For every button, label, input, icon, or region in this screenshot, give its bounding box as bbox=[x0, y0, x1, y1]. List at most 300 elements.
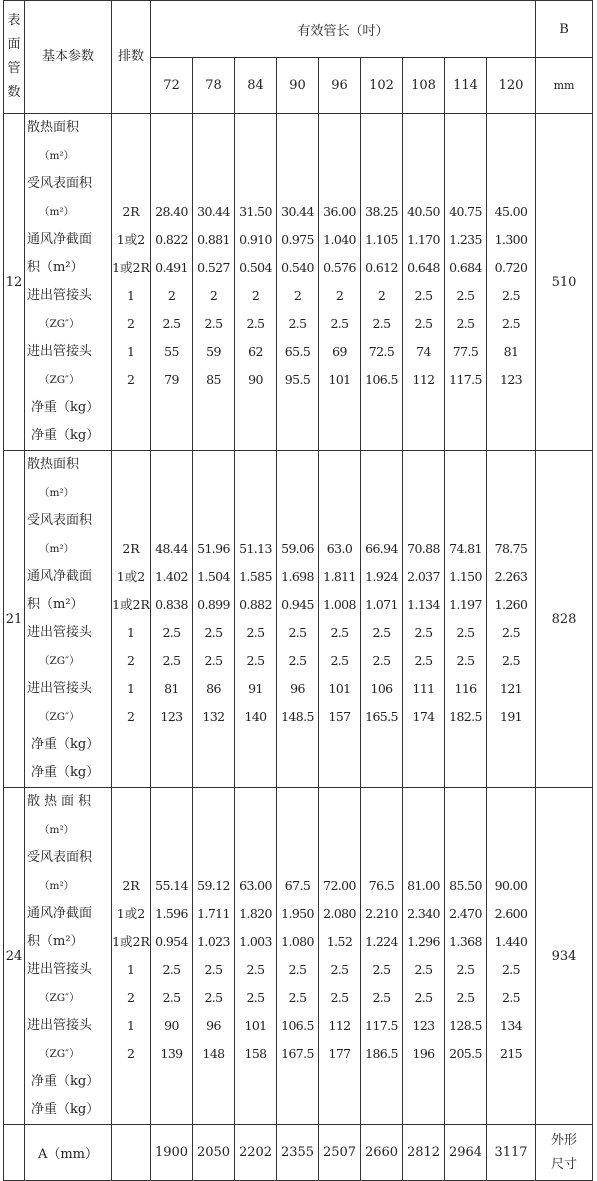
table-cell: 2.5 bbox=[330, 653, 349, 668]
table-cell: 2.5 bbox=[372, 990, 391, 1005]
table-cell: 2.340 bbox=[407, 906, 440, 921]
param-label: 散热面积 bbox=[27, 120, 80, 135]
table-cell: 2.5 bbox=[288, 625, 307, 640]
table-cell: 28.40 bbox=[155, 204, 188, 219]
param-label: 净重（kg） bbox=[31, 428, 100, 443]
row-count: 1或2R bbox=[112, 597, 150, 612]
table-cell: 2.263 bbox=[494, 569, 528, 584]
table-cell: 112 bbox=[328, 1018, 351, 1033]
footer-label: A（mm） bbox=[25, 1125, 112, 1181]
value-column bbox=[151, 788, 193, 1125]
footer-value: 2355 bbox=[277, 1125, 319, 1181]
table-cell: 2.5 bbox=[330, 962, 349, 977]
section-0 bbox=[4, 114, 593, 451]
table-cell: 78.75 bbox=[494, 541, 528, 556]
footer-note-line: 外形 bbox=[550, 1132, 577, 1148]
table-cell: 132 bbox=[202, 709, 225, 724]
table-cell: 116 bbox=[454, 681, 477, 696]
table-cell: 70.88 bbox=[407, 541, 440, 556]
table-cell: 59 bbox=[206, 344, 221, 359]
table-cell: 2 bbox=[167, 288, 176, 303]
table-cell: 2.5 bbox=[204, 962, 223, 977]
param-label: 净重（kg） bbox=[31, 737, 100, 752]
table-cell: 2.5 bbox=[456, 653, 475, 668]
table-cell: 2.5 bbox=[162, 990, 181, 1005]
table-cell: 38.25 bbox=[365, 204, 398, 219]
value-column bbox=[319, 114, 361, 451]
table-cell: 1.596 bbox=[155, 906, 188, 921]
header-length-8: 120 bbox=[487, 58, 536, 114]
table-cell: 123 bbox=[160, 709, 183, 724]
table-cell: 0.975 bbox=[281, 232, 314, 247]
param-label: 散热面积 bbox=[27, 794, 96, 809]
table-cell: 2.5 bbox=[162, 962, 181, 977]
table-cell: 101 bbox=[328, 372, 351, 387]
table-cell: 157 bbox=[328, 709, 351, 724]
table-cell: 0.899 bbox=[197, 597, 230, 612]
table-cell: 0.720 bbox=[494, 260, 528, 275]
table-cell: 2.5 bbox=[204, 625, 223, 640]
table-cell: 2.5 bbox=[414, 653, 433, 668]
table-cell: 205.5 bbox=[449, 1046, 482, 1061]
table-cell: 65.5 bbox=[284, 344, 311, 359]
table-cell: 2.5 bbox=[456, 316, 475, 331]
param-label: 净重（kg） bbox=[31, 765, 100, 780]
table-cell: 63.00 bbox=[239, 878, 272, 893]
param-label: （ZG″） bbox=[39, 711, 80, 723]
param-label: 进出管接头 bbox=[27, 681, 93, 696]
table-cell: 2.5 bbox=[162, 316, 181, 331]
value-column bbox=[319, 451, 361, 788]
table-cell: 2 bbox=[251, 288, 260, 303]
table-cell: 2.5 bbox=[414, 316, 433, 331]
table-cell: 59.12 bbox=[197, 878, 230, 893]
table-cell: 2.5 bbox=[330, 316, 349, 331]
value-column bbox=[151, 114, 193, 451]
table-cell: 117.5 bbox=[365, 1018, 398, 1033]
table-cell: 1.300 bbox=[494, 232, 528, 247]
param-label: 进出管接头 bbox=[27, 962, 93, 977]
table-cell: 72.5 bbox=[368, 344, 395, 359]
table-cell: 48.44 bbox=[155, 541, 188, 556]
param-label: （m²） bbox=[39, 543, 75, 555]
table-cell: 81 bbox=[164, 681, 179, 696]
header-length-5: 102 bbox=[361, 58, 403, 114]
header-length-6: 108 bbox=[403, 58, 445, 114]
param-label: （m²） bbox=[39, 150, 75, 162]
table-cell: 167.5 bbox=[281, 1046, 314, 1061]
table-cell: 1.197 bbox=[449, 597, 482, 612]
value-column bbox=[445, 788, 487, 1125]
tube-count: 21 bbox=[4, 451, 25, 788]
table-cell: 101 bbox=[328, 681, 351, 696]
row-count: 1 bbox=[127, 288, 135, 303]
param-label: （ZG″） bbox=[39, 318, 80, 330]
param-label: （ZG″） bbox=[39, 655, 80, 667]
value-column bbox=[193, 451, 235, 788]
table-cell: 177 bbox=[328, 1046, 351, 1061]
table-cell: 45.00 bbox=[494, 204, 528, 219]
table-cell: 0.527 bbox=[197, 260, 230, 275]
value-column bbox=[151, 451, 193, 788]
param-label: 积（m²） bbox=[27, 260, 84, 275]
table-cell: 2.470 bbox=[449, 906, 482, 921]
table-cell: 36.00 bbox=[323, 204, 356, 219]
param-label: （m²） bbox=[39, 487, 75, 499]
table-cell: 96 bbox=[290, 681, 305, 696]
value-column bbox=[193, 788, 235, 1125]
header-length-2: 84 bbox=[235, 58, 277, 114]
table-cell: 139 bbox=[160, 1046, 183, 1061]
table-cell: 62 bbox=[248, 344, 263, 359]
table-cell: 1.811 bbox=[323, 569, 356, 584]
spec-table bbox=[3, 0, 593, 1181]
param-label: 净重（kg） bbox=[31, 400, 100, 415]
table-cell: 1.023 bbox=[197, 934, 230, 949]
value-column bbox=[193, 114, 235, 451]
footer-value: 2660 bbox=[361, 1125, 403, 1181]
row-count: 2 bbox=[127, 709, 135, 724]
table-cell: 1.820 bbox=[239, 906, 272, 921]
table-cell: 0.648 bbox=[407, 260, 440, 275]
row-count: 2 bbox=[127, 990, 135, 1005]
row-count: 1 bbox=[127, 681, 135, 696]
table-cell: 2 bbox=[209, 288, 218, 303]
table-cell: 40.50 bbox=[407, 204, 440, 219]
table-cell: 72.00 bbox=[323, 878, 356, 893]
param-labels bbox=[25, 451, 112, 788]
table-cell: 59.06 bbox=[281, 541, 314, 556]
table-cell: 123 bbox=[499, 372, 523, 387]
header-basic-params: 基本参数 bbox=[25, 1, 112, 114]
table-cell: 91 bbox=[248, 681, 263, 696]
footer-row bbox=[4, 1125, 593, 1181]
table-cell: 1.080 bbox=[281, 934, 314, 949]
section-2 bbox=[4, 788, 593, 1125]
param-labels bbox=[25, 114, 112, 451]
table-cell: 2.5 bbox=[372, 316, 391, 331]
table-cell: 2.5 bbox=[162, 653, 181, 668]
table-cell: 2.5 bbox=[204, 316, 223, 331]
table-cell: 2.210 bbox=[365, 906, 398, 921]
value-column bbox=[361, 788, 403, 1125]
value-column bbox=[361, 451, 403, 788]
table-cell: 2.600 bbox=[494, 906, 528, 921]
footer-blank bbox=[112, 1125, 151, 1181]
table-cell: 1.402 bbox=[155, 569, 188, 584]
table-cell: 81 bbox=[503, 344, 519, 359]
table-cell: 2.5 bbox=[246, 625, 265, 640]
table-cell: 2.5 bbox=[330, 990, 349, 1005]
b-value: 934 bbox=[536, 788, 593, 1125]
row-count: 1或2R bbox=[112, 260, 150, 275]
row-count: 2R bbox=[122, 541, 140, 556]
table-cell: 111 bbox=[412, 681, 435, 696]
value-column bbox=[277, 451, 319, 788]
row-count-cell bbox=[112, 451, 151, 788]
table-cell: 1.150 bbox=[449, 569, 482, 584]
table-cell: 2.5 bbox=[414, 288, 433, 303]
param-label: 受风表面积 bbox=[27, 176, 93, 191]
table-cell: 158 bbox=[244, 1046, 267, 1061]
param-label: 散热面积 bbox=[27, 457, 80, 472]
table-cell: 2.5 bbox=[501, 288, 521, 303]
param-label: （m²） bbox=[39, 880, 75, 892]
param-label: （ZG″） bbox=[39, 1048, 80, 1060]
table-cell: 128.5 bbox=[449, 1018, 482, 1033]
param-label: 受风表面积 bbox=[27, 850, 93, 865]
table-cell: 0.540 bbox=[281, 260, 314, 275]
table-cell: 55.14 bbox=[155, 878, 188, 893]
table-cell: 1.950 bbox=[281, 906, 314, 921]
table-cell: 2.5 bbox=[288, 653, 307, 668]
tube-count: 12 bbox=[4, 114, 25, 451]
param-label: 受风表面积 bbox=[27, 513, 93, 528]
header-b-unit: mm bbox=[536, 58, 593, 114]
table-cell: 1.105 bbox=[365, 232, 398, 247]
table-cell: 96 bbox=[206, 1018, 221, 1033]
header-length-7: 114 bbox=[445, 58, 487, 114]
table-cell: 174 bbox=[412, 709, 435, 724]
table-cell: 1.698 bbox=[281, 569, 314, 584]
table-cell: 79 bbox=[164, 372, 179, 387]
table-cell: 63.0 bbox=[326, 541, 353, 556]
param-label: （m²） bbox=[39, 824, 75, 836]
table-cell: 2.5 bbox=[162, 625, 181, 640]
table-cell: 196 bbox=[412, 1046, 435, 1061]
table-cell: 30.44 bbox=[197, 204, 230, 219]
table-cell: 1.040 bbox=[323, 232, 356, 247]
table-cell: 2.5 bbox=[246, 962, 265, 977]
value-column bbox=[235, 451, 277, 788]
param-label: 积（m²） bbox=[27, 934, 84, 949]
row-count: 2 bbox=[127, 1046, 135, 1061]
param-label: 进出管接头 bbox=[27, 1018, 93, 1033]
table-cell: 40.75 bbox=[449, 204, 482, 219]
param-label: 进出管接头 bbox=[27, 344, 93, 359]
header-tube-count: 表 面 管 数 bbox=[4, 1, 25, 114]
row-count: 1或2 bbox=[116, 569, 146, 584]
value-column bbox=[361, 114, 403, 451]
section-1 bbox=[4, 451, 593, 788]
row-count: 1 bbox=[127, 625, 135, 640]
table-cell: 69 bbox=[332, 344, 347, 359]
footer-value: 2050 bbox=[193, 1125, 235, 1181]
table-cell: 74 bbox=[416, 344, 431, 359]
table-cell: 2.5 bbox=[501, 625, 521, 640]
table-cell: 148 bbox=[202, 1046, 225, 1061]
table-cell: 2.5 bbox=[288, 316, 307, 331]
table-cell: 85.50 bbox=[449, 878, 482, 893]
table-cell: 1.235 bbox=[449, 232, 482, 247]
header-length-4: 96 bbox=[319, 58, 361, 114]
table-cell: 0.910 bbox=[239, 232, 272, 247]
table-cell: 2.5 bbox=[288, 962, 307, 977]
table-cell: 1.924 bbox=[365, 569, 398, 584]
table-cell: 90 bbox=[248, 372, 263, 387]
param-label: 进出管接头 bbox=[27, 625, 93, 640]
table-cell: 66.94 bbox=[365, 541, 398, 556]
param-label: 进出管接头 bbox=[27, 288, 93, 303]
table-cell: 106 bbox=[370, 681, 393, 696]
value-column bbox=[403, 788, 445, 1125]
table-cell: 106.5 bbox=[365, 372, 398, 387]
table-cell: 0.881 bbox=[197, 232, 230, 247]
table-cell: 90 bbox=[164, 1018, 179, 1033]
table-cell: 1.711 bbox=[197, 906, 230, 921]
value-column bbox=[487, 114, 536, 451]
table-cell: 2.5 bbox=[501, 316, 521, 331]
table-cell: 2.5 bbox=[246, 653, 265, 668]
table-cell: 2.5 bbox=[414, 625, 433, 640]
table-cell: 0.504 bbox=[239, 260, 272, 275]
value-column bbox=[487, 451, 536, 788]
header-length-3: 90 bbox=[277, 58, 319, 114]
table-cell: 30.44 bbox=[281, 204, 314, 219]
table-cell: 1.170 bbox=[407, 232, 440, 247]
table-cell: 2.080 bbox=[323, 906, 356, 921]
param-labels bbox=[25, 788, 112, 1125]
table-cell: 2.5 bbox=[372, 625, 391, 640]
table-cell: 2.5 bbox=[204, 653, 223, 668]
row-count: 2R bbox=[122, 204, 140, 219]
param-label: 净重（kg） bbox=[31, 1074, 100, 1089]
footer-value: 3117 bbox=[487, 1125, 536, 1181]
param-label: （ZG″） bbox=[39, 992, 80, 1004]
table-cell: 191 bbox=[499, 709, 523, 724]
table-cell: 51.96 bbox=[197, 541, 230, 556]
tube-count: 24 bbox=[4, 788, 25, 1125]
table-cell: 55 bbox=[164, 344, 179, 359]
row-count: 1或2R bbox=[112, 934, 150, 949]
table-cell: 165.5 bbox=[365, 709, 398, 724]
table-cell: 2.5 bbox=[456, 288, 475, 303]
table-cell: 215 bbox=[499, 1046, 523, 1061]
table-cell: 81.00 bbox=[407, 878, 440, 893]
table-cell: 74.81 bbox=[449, 541, 482, 556]
footer-value: 2812 bbox=[403, 1125, 445, 1181]
table-cell: 0.684 bbox=[449, 260, 482, 275]
header-b: B bbox=[536, 1, 593, 58]
table-cell: 90.00 bbox=[494, 878, 528, 893]
table-cell: 0.945 bbox=[281, 597, 314, 612]
param-label: 积（m²） bbox=[27, 597, 84, 612]
table-cell: 2.5 bbox=[246, 316, 265, 331]
footer-value: 2507 bbox=[319, 1125, 361, 1181]
header-rows: 排数 bbox=[112, 1, 151, 114]
value-column bbox=[235, 114, 277, 451]
row-count-cell bbox=[112, 788, 151, 1125]
footer-blank bbox=[4, 1125, 25, 1181]
table-cell: 1.368 bbox=[449, 934, 482, 949]
row-count: 1 bbox=[127, 1018, 135, 1033]
table-cell: 2.5 bbox=[456, 990, 475, 1005]
value-column bbox=[445, 114, 487, 451]
table-cell: 2.5 bbox=[414, 962, 433, 977]
table-cell: 0.954 bbox=[155, 934, 188, 949]
table-cell: 1.440 bbox=[494, 934, 528, 949]
table-cell: 117.5 bbox=[449, 372, 482, 387]
table-cell: 2.5 bbox=[501, 990, 521, 1005]
value-column bbox=[235, 788, 277, 1125]
table-cell: 121 bbox=[499, 681, 523, 696]
table-cell: 2.5 bbox=[372, 962, 391, 977]
value-column bbox=[277, 114, 319, 451]
table-cell: 1.585 bbox=[239, 569, 272, 584]
table-cell: 140 bbox=[244, 709, 267, 724]
table-cell: 2.5 bbox=[501, 962, 521, 977]
row-count-cell bbox=[112, 114, 151, 451]
row-count: 2 bbox=[127, 372, 135, 387]
footer-note bbox=[536, 1125, 593, 1181]
table-cell: 2.5 bbox=[246, 990, 265, 1005]
table-cell: 2 bbox=[293, 288, 302, 303]
row-count: 2R bbox=[122, 878, 140, 893]
value-column bbox=[277, 788, 319, 1125]
table-cell: 1.008 bbox=[323, 597, 356, 612]
table-cell: 1.260 bbox=[494, 597, 528, 612]
param-label: （m²） bbox=[39, 206, 75, 218]
table-cell: 0.822 bbox=[155, 232, 188, 247]
table-cell: 2.5 bbox=[330, 625, 349, 640]
table-cell: 2.5 bbox=[501, 653, 521, 668]
param-label: 通风净截面 bbox=[27, 232, 93, 247]
table-cell: 76.5 bbox=[368, 878, 395, 893]
param-label: 通风净截面 bbox=[27, 906, 93, 921]
value-column bbox=[319, 788, 361, 1125]
value-column bbox=[445, 451, 487, 788]
table-cell: 2.5 bbox=[372, 653, 391, 668]
footer-value: 1900 bbox=[151, 1125, 193, 1181]
table-cell: 2.5 bbox=[414, 990, 433, 1005]
table-cell: 67.5 bbox=[284, 878, 311, 893]
param-label: 通风净截面 bbox=[27, 569, 93, 584]
value-column bbox=[403, 114, 445, 451]
value-column bbox=[487, 788, 536, 1125]
table-cell: 1.003 bbox=[239, 934, 272, 949]
table-cell: 186.5 bbox=[365, 1046, 398, 1061]
header-effective-length: 有效管长（吋） bbox=[151, 1, 536, 58]
table-cell: 95.5 bbox=[284, 372, 311, 387]
table-cell: 101 bbox=[244, 1018, 267, 1033]
b-value: 828 bbox=[536, 451, 593, 788]
table-cell: 1.224 bbox=[365, 934, 398, 949]
table-cell: 51.13 bbox=[239, 541, 272, 556]
table-cell: 2 bbox=[335, 288, 344, 303]
param-label: 净重（kg） bbox=[31, 1102, 100, 1117]
header-length-1: 78 bbox=[193, 58, 235, 114]
table-cell: 0.576 bbox=[323, 260, 356, 275]
table-cell: 1.504 bbox=[197, 569, 230, 584]
table-cell: 123 bbox=[412, 1018, 435, 1033]
table-cell: 2.5 bbox=[288, 990, 307, 1005]
b-value: 510 bbox=[536, 114, 593, 451]
header-length-0: 72 bbox=[151, 58, 193, 114]
footer-note-line: 尺寸 bbox=[550, 1156, 577, 1172]
table-cell: 86 bbox=[206, 681, 221, 696]
table-cell: 2.5 bbox=[456, 962, 475, 977]
row-count: 1或2 bbox=[116, 232, 146, 247]
row-count: 2 bbox=[127, 653, 135, 668]
row-count: 1 bbox=[127, 962, 135, 977]
row-count: 2 bbox=[127, 316, 135, 331]
table-cell: 106.5 bbox=[281, 1018, 314, 1033]
footer-value: 2202 bbox=[235, 1125, 277, 1181]
table-cell: 31.50 bbox=[239, 204, 272, 219]
table-cell: 182.5 bbox=[449, 709, 482, 724]
table-cell: 134 bbox=[499, 1018, 523, 1033]
table-cell: 2 bbox=[377, 288, 386, 303]
